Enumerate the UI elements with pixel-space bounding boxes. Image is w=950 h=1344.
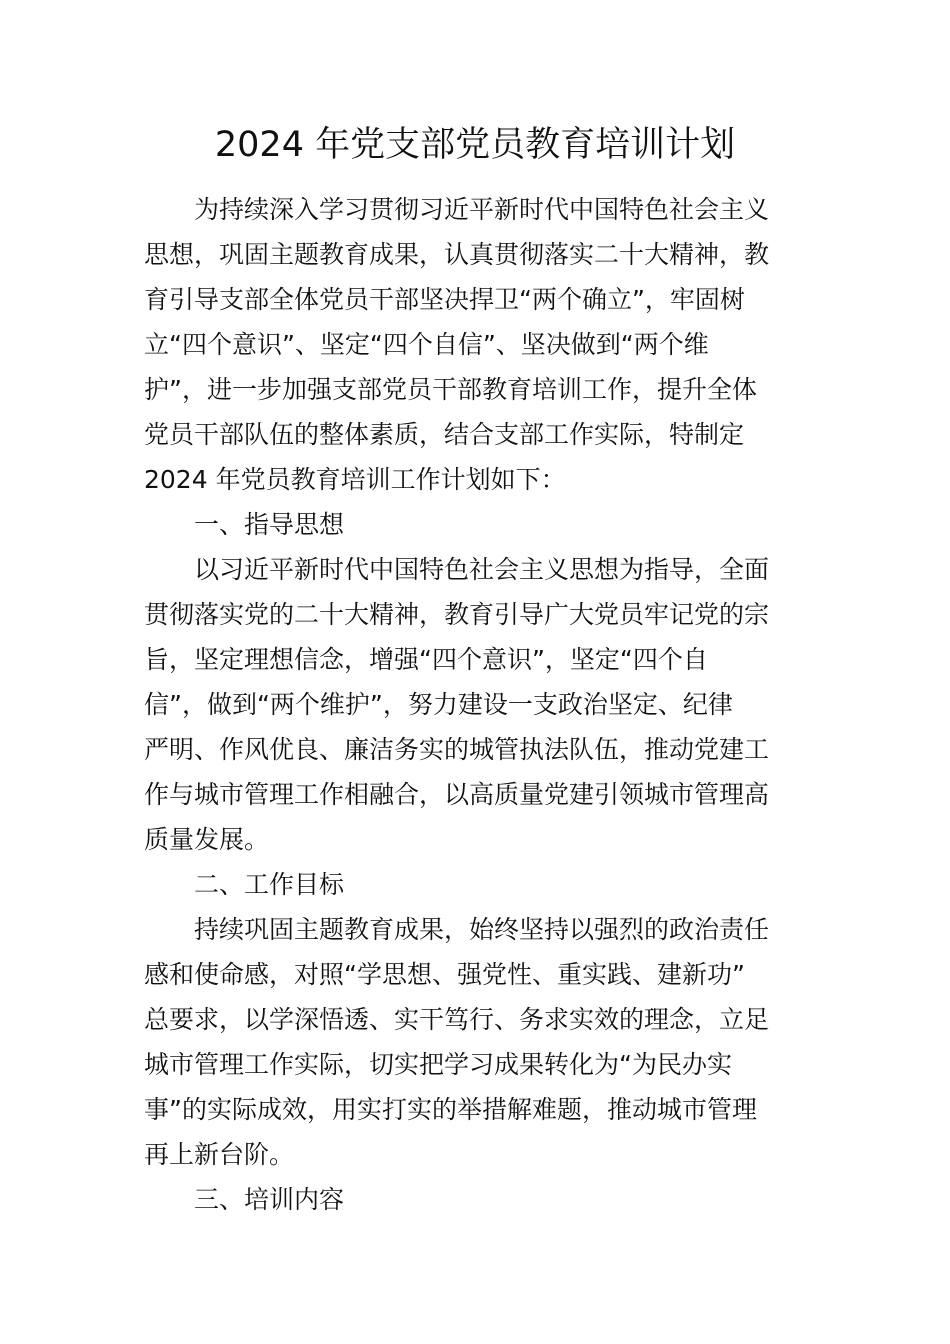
- section2-line: 事”的实际成效，用实打实的举措解难题，推动城市管理: [144, 1095, 757, 1124]
- document-title: 2024 年党支部党员教育培训计划: [214, 125, 736, 165]
- section-heading-guiding-thought: 一、指导思想: [194, 510, 345, 539]
- section1-line: 作与城市管理工作相融合，以高质量党建引领城市管理高: [144, 780, 770, 809]
- section-heading-work-goals: 二、工作目标: [194, 870, 345, 899]
- intro-line: 护”，进一步加强支部党员干部教育培训工作，提升全体: [144, 375, 757, 404]
- intro-line: 2024 年党员教育培训工作计划如下：: [144, 465, 566, 494]
- section1-line: 旨，坚定理想信念，增强“四个意识”，坚定“四个自: [144, 645, 708, 674]
- intro-line: 为持续深入学习贯彻习近平新时代中国特色社会主义: [194, 195, 770, 224]
- section-heading-training-content: 三、培训内容: [194, 1185, 345, 1214]
- section1-line: 质量发展。: [144, 825, 270, 854]
- intro-line: 思想，巩固主题教育成果，认真贯彻落实二十大精神，教: [144, 240, 770, 269]
- section2-line: 再上新台阶。: [144, 1140, 295, 1169]
- section2-line: 城市管理工作实际，切实把学习成果转化为“为民办实: [144, 1050, 732, 1079]
- intro-line: 党员干部队伍的整体素质，结合支部工作实际，特制定: [144, 420, 745, 449]
- section1-line: 信”，做到“两个维护”，努力建设一支政治坚定、纪律: [144, 690, 733, 719]
- intro-line: 立“四个意识”、坚定“四个自信”、坚决做到“两个维: [144, 330, 709, 359]
- section1-line: 贯彻落实党的二十大精神，教育引导广大党员牢记党的宗: [144, 600, 770, 629]
- intro-line: 育引导支部全体党员干部坚决捍卫“两个确立”，牢固树: [144, 285, 745, 314]
- section1-line: 严明、作风优良、廉洁务实的城管执法队伍，推动党建工: [144, 735, 770, 764]
- section2-line: 感和使命感，对照“学思想、强党性、重实践、建新功”: [144, 960, 745, 989]
- section2-line: 持续巩固主题教育成果，始终坚持以强烈的政治责任: [194, 915, 770, 944]
- section1-line: 以习近平新时代中国特色社会主义思想为指导，全面: [194, 555, 770, 584]
- section2-line: 总要求，以学深悟透、实干笃行、务求实效的理念，立足: [144, 1005, 770, 1034]
